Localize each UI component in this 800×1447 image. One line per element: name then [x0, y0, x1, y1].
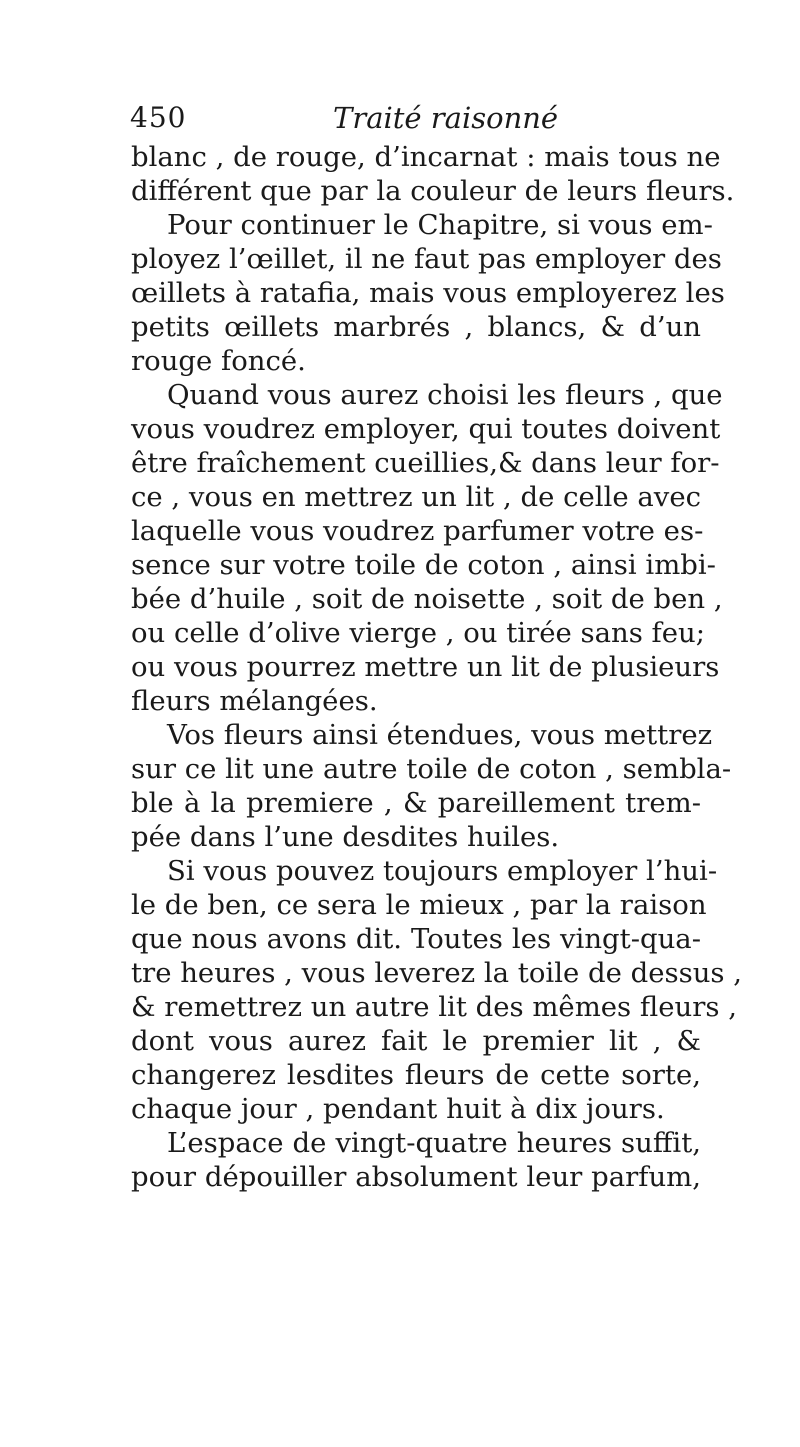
text-line: ployez l’œillet, il ne faut pas employer des [131, 243, 722, 275]
text-line: sur ce lit une autre toile de coton , sembla- [131, 753, 732, 785]
text-line: changerez lesdites fleurs de cette sorte, [131, 1059, 701, 1091]
text-line: laquelle vous voudrez parfumer votre es- [131, 515, 704, 547]
text-line: chaque jour , pendant huit à dix jours. [131, 1093, 665, 1125]
text-line: ou vous pourrez mettre un lit de plusieurs [131, 651, 720, 683]
body-text [131, 140, 743, 1194]
text-line: Si vous pouvez toujours employer l’hui- [167, 855, 718, 887]
page-number: 450 [130, 101, 187, 134]
text-line: pour dépouiller absolument leur parfum, [131, 1161, 701, 1193]
text-line: vous voudrez employer, qui toutes doivent [131, 413, 721, 445]
text-line: être fraîchement cueillies,& dans leur for- [131, 447, 720, 479]
text-line: fleurs mélangées. [131, 685, 378, 717]
text-line: L’espace de vingt-quatre heures suffit, [167, 1127, 701, 1159]
text-line: sence sur votre toile de coton , ainsi imbi- [131, 549, 716, 581]
text-line: & remettrez un autre lit des mêmes fleurs , [131, 991, 737, 1023]
text-line: blanc , de rouge, d’incarnat : mais tous ne [131, 141, 721, 173]
text-line: Pour continuer le Chapitre, si vous em- [167, 209, 713, 241]
text-line: ble à la premiere , & pareillement trem- [131, 787, 701, 819]
text-line: petits œillets marbrés , blancs, & d’un [131, 311, 701, 343]
running-title: Traité raisonné [333, 101, 559, 135]
text-line: œillets à ratafia, mais vous employerez les [131, 277, 725, 309]
text-line: que nous avons dit. Toutes les vingt-qua- [131, 923, 701, 955]
text-line: tre heures , vous leverez la toile de dessus , [131, 957, 743, 989]
text-line: dont vous aurez fait le premier lit , & [131, 1025, 701, 1057]
page-header [128, 101, 588, 141]
text-line: rouge foncé. [131, 345, 306, 377]
text-line: ce , vous en mettrez un lit , de celle avec [131, 481, 701, 513]
text-line: Vos fleurs ainsi étendues, vous mettrez [167, 719, 713, 751]
text-line: ou celle d’olive vierge , ou tirée sans feu; [131, 617, 705, 649]
text-line: Quand vous aurez choisi les fleurs , que [167, 379, 723, 411]
text-line: pée dans l’une desdites huiles. [131, 821, 560, 853]
text-line: différent que par la couleur de leurs fleurs. [131, 175, 735, 207]
text-line: le de ben, ce sera le mieux , par la raison [131, 889, 707, 921]
text-line: bée d’huile , soit de noisette , soit de ben , [131, 583, 723, 615]
